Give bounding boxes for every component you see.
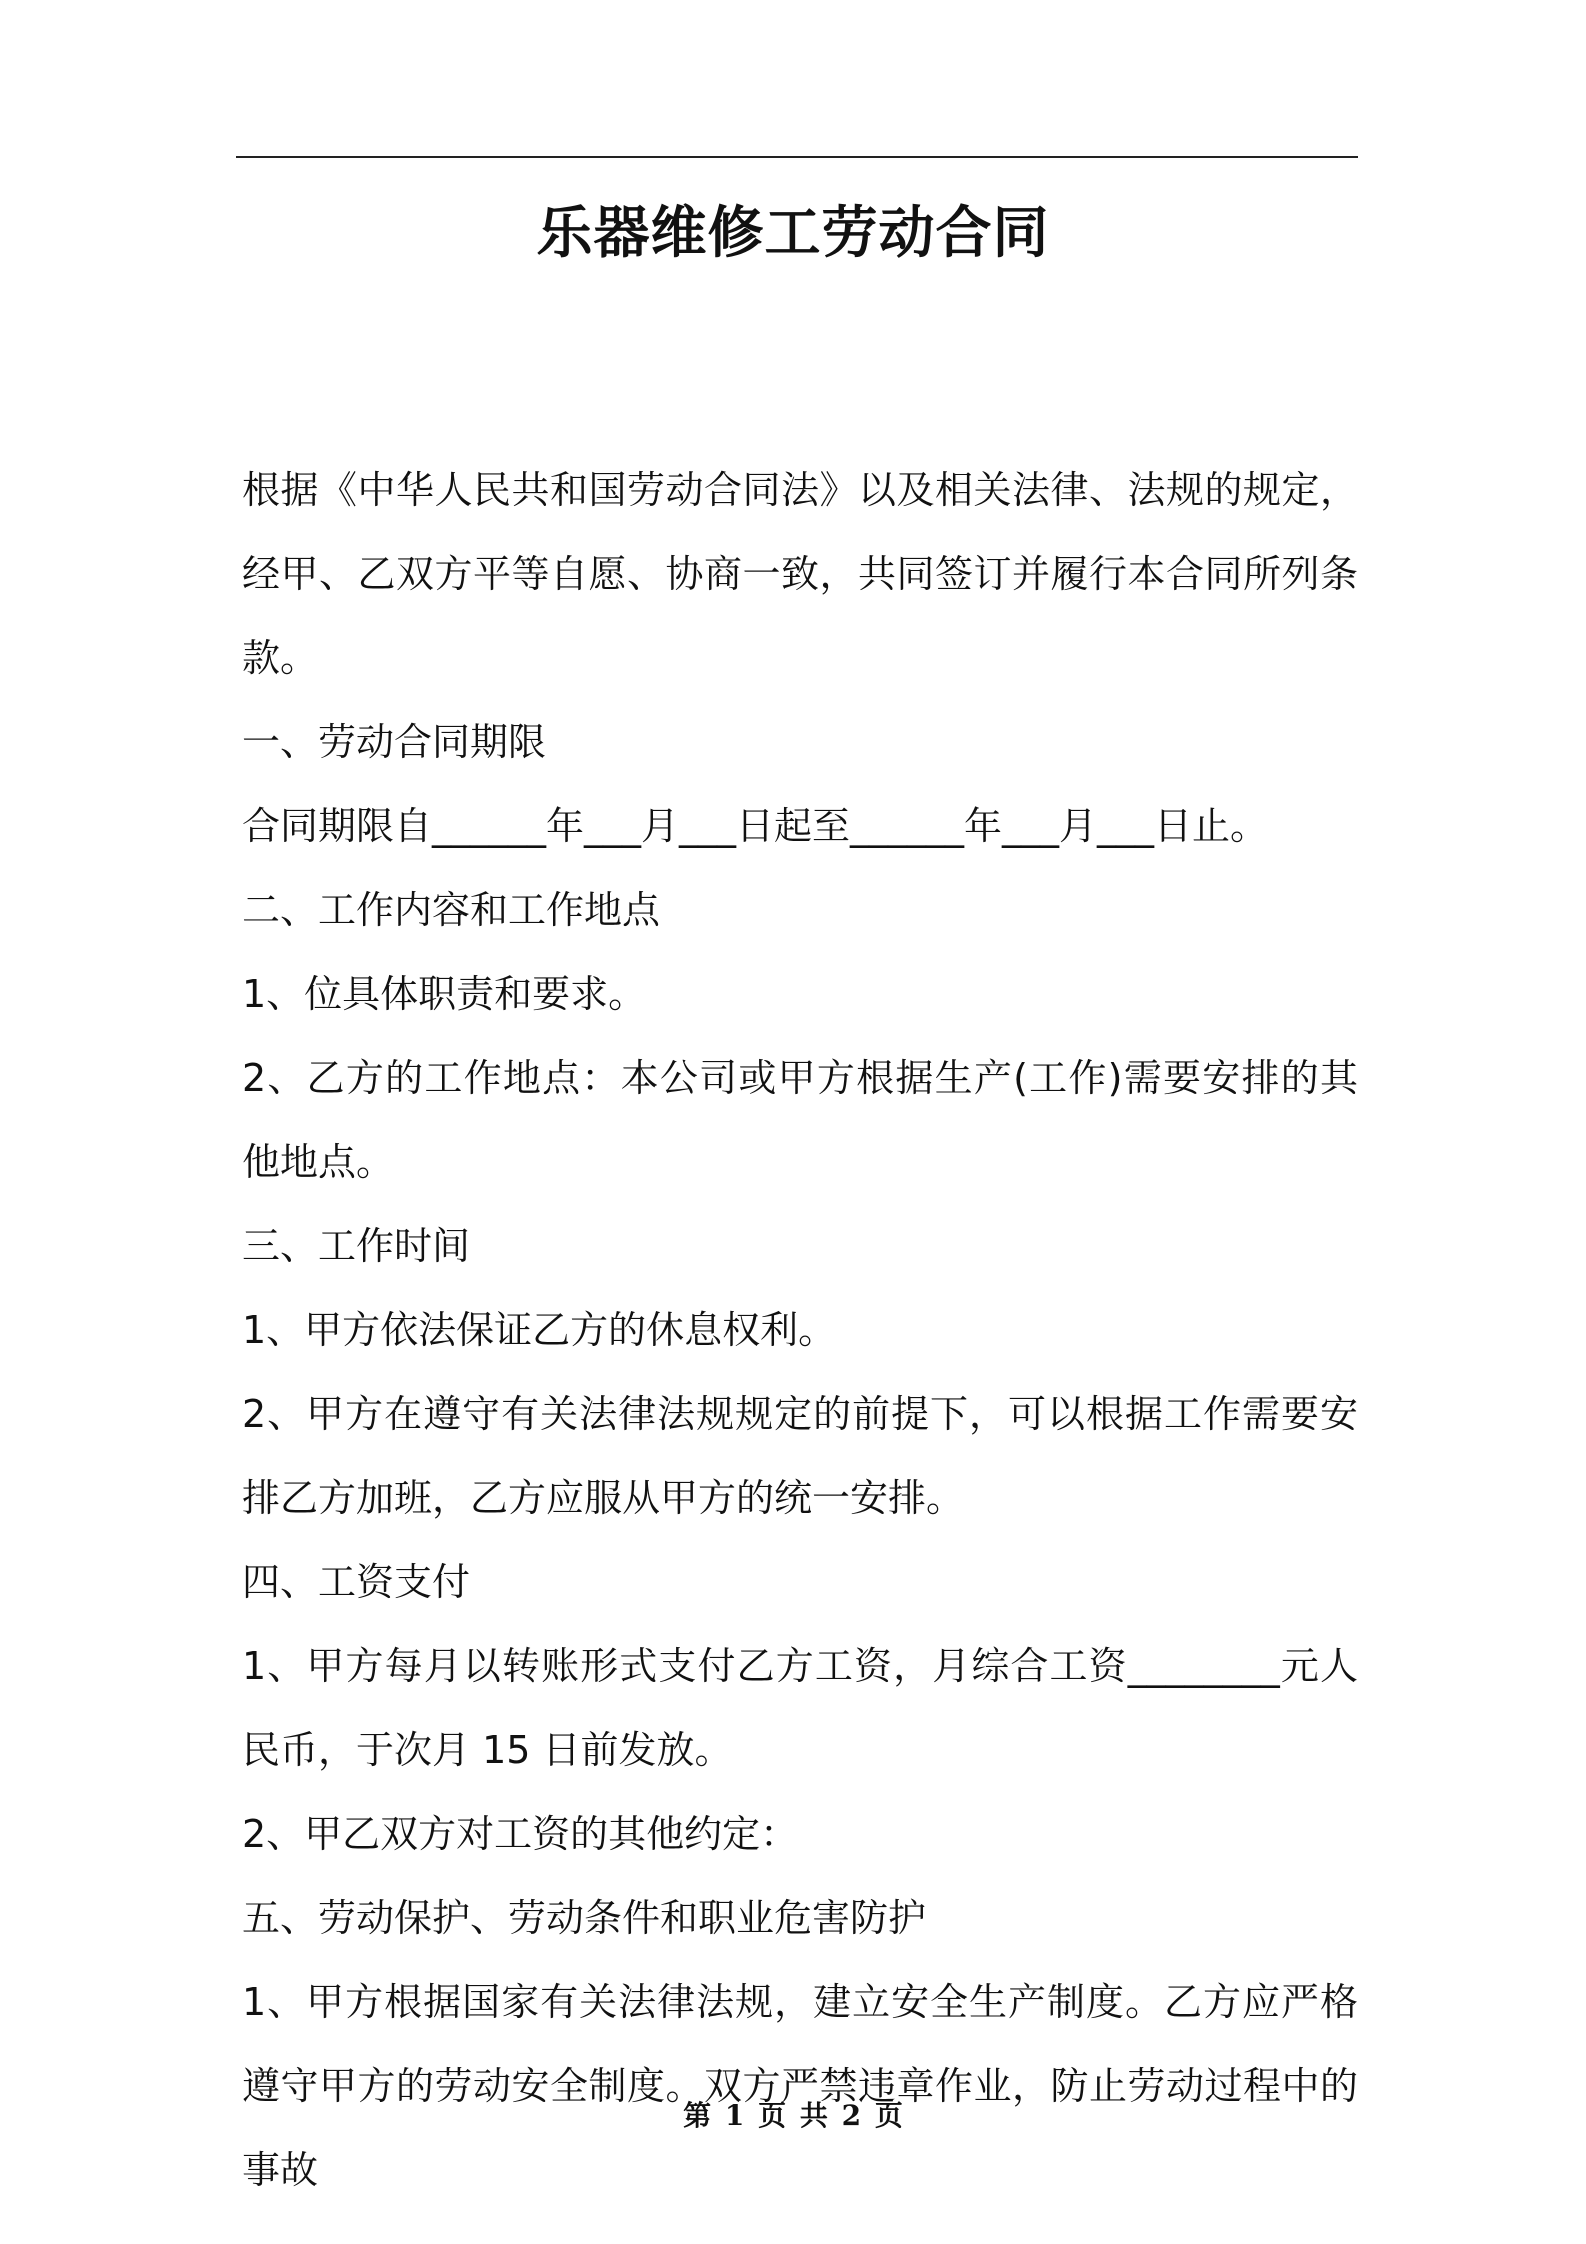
page-number: 第 1 页 共 2 页 xyxy=(683,2099,903,2132)
paragraph-safety: 1、甲方根据国家有关法律法规，建立安全生产制度。乙方应严格遵守甲方的劳动安全制度。双方严禁违章作业，防止劳动过程中的事故 xyxy=(242,1980,1358,2192)
paragraph-rest-rights: 1、甲方依法保证乙方的休息权利。 xyxy=(242,1308,837,1352)
paragraph-overtime: 2、甲方在遵守有关法律法规规定的前提下，可以根据工作需要安排乙方加班，乙方应服从甲方的统一安排。 xyxy=(242,1392,1358,1520)
document-body xyxy=(242,448,1358,2212)
document-title: 乐器维修工劳动合同 xyxy=(536,201,1050,266)
header-rule xyxy=(236,156,1358,158)
section-heading-wages: 四、工资支付 xyxy=(242,1560,471,1604)
paragraph-work-location: 2、乙方的工作地点：本公司或甲方根据生产(工作)需要安排的其他地点。 xyxy=(242,1056,1358,1184)
paragraph-wage-payment: 1、甲方每月以转账形式支付乙方工资，月综合工资________元人民币，于次月 15 日前发放。 xyxy=(242,1644,1358,1772)
section-heading-contract-term: 一、劳动合同期限 xyxy=(242,720,547,764)
paragraph-duties: 1、位具体职责和要求。 xyxy=(242,972,647,1016)
paragraph-wage-other: 2、甲乙双方对工资的其他约定： xyxy=(242,1812,799,1856)
paragraph-contract-term: 合同期限自______年___月___日起至______年___月___日止。 xyxy=(242,804,1269,848)
section-heading-work-time: 三、工作时间 xyxy=(242,1224,471,1268)
section-heading-work-content: 二、工作内容和工作地点 xyxy=(242,888,661,932)
section-heading-labor-protection: 五、劳动保护、劳动条件和职业危害防护 xyxy=(242,1896,927,1940)
paragraph-intro: 根据《中华人民共和国劳动合同法》以及相关法律、法规的规定，经甲、乙双方平等自愿、协商一致，共同签订并履行本合同所列条款。 xyxy=(242,468,1358,680)
